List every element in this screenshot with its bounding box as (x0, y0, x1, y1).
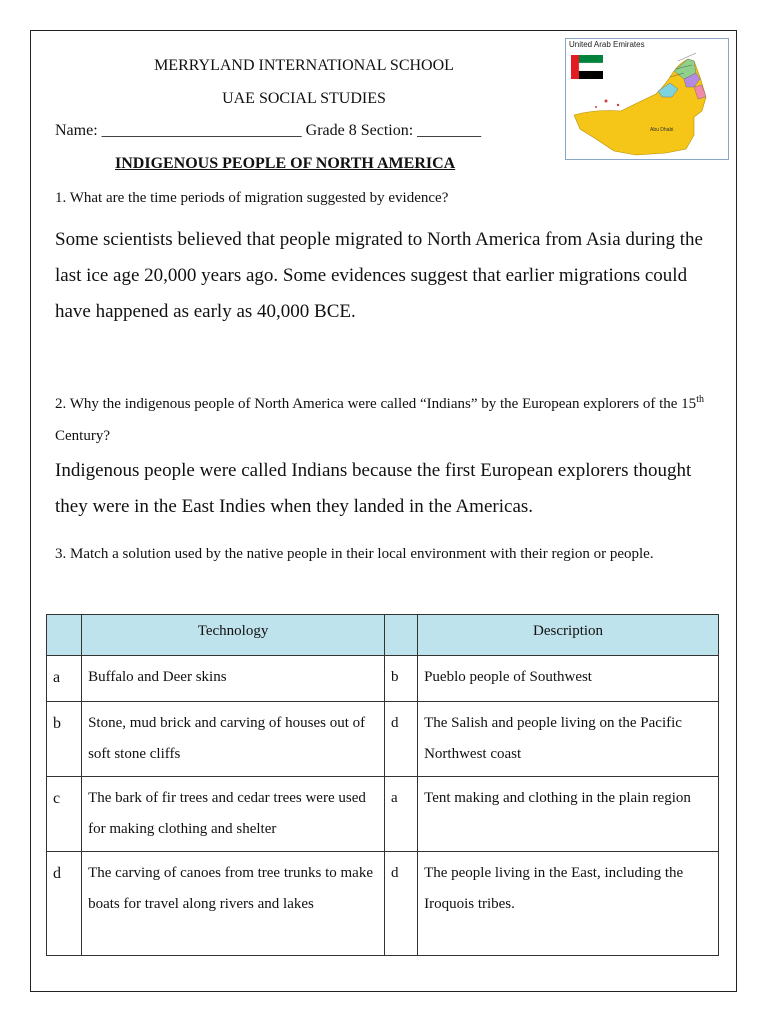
row-letter: c (47, 777, 82, 852)
row-match: a (384, 777, 417, 852)
question-1: 1. What are the time periods of migration suggested by evidence? (55, 190, 449, 206)
row-technology: The bark of fir trees and cedar trees were used for making clothing and shelter (82, 777, 385, 852)
table-row (47, 852, 719, 956)
table-row (47, 777, 719, 852)
row-letter: a (47, 656, 82, 702)
row-match: d (384, 702, 417, 777)
question-3: 3. Match a solution used by the native people in their local environment with their region or people. (55, 546, 654, 562)
row-description: Pueblo people of Southwest (418, 656, 719, 702)
row-technology: Stone, mud brick and carving of houses out of soft stone cliffs (82, 702, 385, 777)
table-row (47, 702, 719, 777)
question-2-text-end: Century? (55, 428, 110, 444)
uae-map-graphic (566, 39, 728, 159)
row-letter: b (47, 702, 82, 777)
page-title: INDIGENOUS PEOPLE OF NORTH AMERICA (115, 155, 456, 172)
question-2 (55, 384, 705, 452)
row-letter: d (47, 852, 82, 956)
header-technology: Technology (82, 615, 385, 656)
row-match: d (384, 852, 417, 956)
table-row (47, 656, 719, 702)
map-title: United Arab Emirates (569, 40, 645, 49)
row-description: Tent making and clothing in the plain region (418, 777, 719, 852)
subject-name: UAE SOCIAL STUDIES (222, 90, 386, 107)
row-match: b (384, 656, 417, 702)
header-cell (384, 615, 417, 656)
header-cell (47, 615, 82, 656)
row-description: The Salish and people living on the Pacific Northwest coast (418, 702, 719, 777)
map-region-label: Abu Dhabi (650, 127, 674, 133)
question-2-text: 2. Why the indigenous people of North America were called “Indians” by the European explorers of the 15 (55, 396, 697, 412)
name-grade-line: Name: _________________________ Grade 8 Section: ________ (55, 122, 482, 139)
row-technology: The carving of canoes from tree trunks to make boats for travel along rivers and lakes (82, 852, 385, 956)
uae-flag-icon (571, 55, 603, 79)
header-description: Description (418, 615, 719, 656)
answer-1: Some scientists believed that people migrated to North America from Asia during the last ice age 20,000 years ago. Some evidences suggest that earlier migrations could have happened as early as 40,000 BCE. (55, 229, 703, 322)
question-2-superscript: th (696, 394, 704, 405)
matching-table (46, 614, 719, 956)
uae-map-image (565, 38, 729, 160)
answer-2: Indigenous people were called Indians because the first European explorers thought they were in the East Indies when they landed in the Americas. (55, 460, 692, 517)
table-header-row (47, 615, 719, 656)
school-name: MERRYLAND INTERNATIONAL SCHOOL (154, 57, 454, 74)
row-technology: Buffalo and Deer skins (82, 656, 385, 702)
row-description: The people living in the East, including the Iroquois tribes. (418, 852, 719, 956)
